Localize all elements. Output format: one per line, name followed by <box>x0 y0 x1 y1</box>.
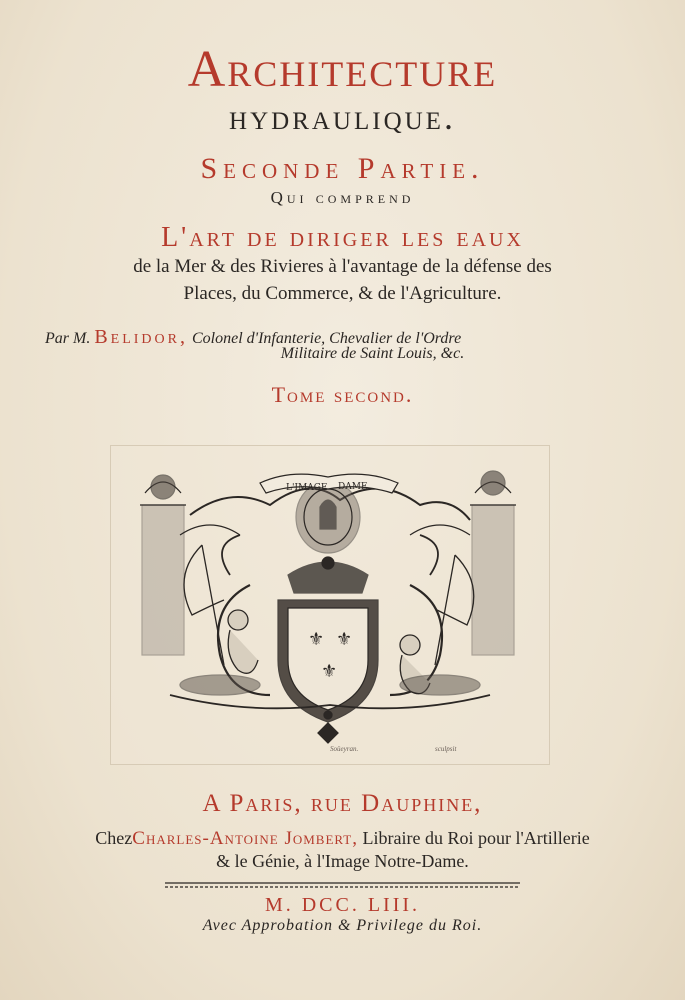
banner-text-left: L'IMAGE <box>286 483 328 493</box>
author-name: Belidor, <box>94 326 188 348</box>
main-title: Architecture <box>187 41 498 98</box>
main-title-line2: hydraulique. <box>229 97 456 137</box>
subject-heading: L'art de diriger les eaux <box>161 222 524 253</box>
subject-description-line2: Places, du Commerce, & de l'Agriculture. <box>183 283 502 304</box>
author-prefix: Par M. <box>45 330 91 347</box>
ornamental-rule <box>165 881 520 889</box>
svg-text:⚜: ⚜ <box>336 629 353 650</box>
publisher-name: Charles-Antoine Jombert, <box>132 828 358 849</box>
svg-text:⚜: ⚜ <box>321 661 338 682</box>
comprising-line: Qui comprend <box>270 188 415 207</box>
publication-date: M. DCC. LIII. <box>264 894 421 916</box>
engraver-signature-left: Soüeyran. <box>330 745 359 753</box>
volume-label: Tome second. <box>271 382 414 407</box>
part-heading: Seconde Partie. <box>200 152 485 185</box>
author-titles-line2: Militaire de Saint Louis, &c. <box>280 345 465 362</box>
publisher-title: Libraire du Roi pour l'Artillerie <box>362 828 590 848</box>
imprint-address: & le Génie, à l'Image Notre-Dame. <box>216 851 469 871</box>
author-titles: Colonel d'Infanterie, Chevalier de l'Ordre <box>192 330 462 347</box>
svg-text:⚜: ⚜ <box>308 629 325 650</box>
royal-privilege: Avec Approbation & Privilege du Roi. <box>202 917 483 934</box>
banner-text-right: DAME <box>338 482 368 492</box>
printer-device-vignette <box>110 445 550 765</box>
imprint-publisher-line <box>0 828 685 850</box>
subject-description-line1: de la Mer & des Rivieres à l'avantage de la défense des <box>133 256 552 277</box>
imprint-chez: Chez <box>95 828 133 848</box>
imprint-city: A Paris, rue Dauphine, <box>202 790 483 817</box>
engraved-crest-illustration <box>110 445 550 765</box>
engraver-signature-right: sculpsit <box>435 745 457 753</box>
